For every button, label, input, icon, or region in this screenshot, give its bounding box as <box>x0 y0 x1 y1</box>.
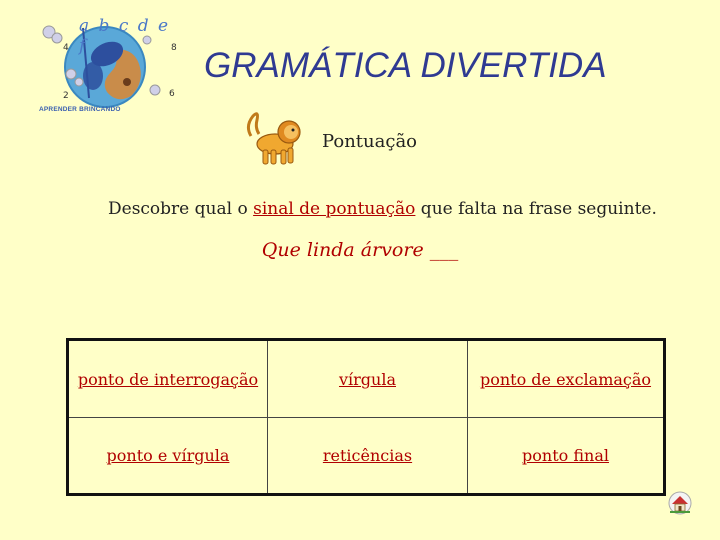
page-title: GRAMÁTICA DIVERTIDA <box>204 46 607 85</box>
logo-caption: APRENDER BRINCANDO <box>39 106 121 113</box>
logo-letters: a b c d e f <box>79 16 171 56</box>
instruction-text-before: Descobre qual o <box>108 199 254 219</box>
section-subtitle: Pontuação <box>322 131 418 152</box>
svg-text:2: 2 <box>63 91 69 101</box>
home-button[interactable] <box>668 490 692 516</box>
answer-ponto-de-interrogacao[interactable]: ponto de interrogação <box>77 369 259 389</box>
instruction-text-after: que falta na frase seguinte. <box>415 199 657 219</box>
answer-ponto-de-exclamacao[interactable]: ponto de exclamação <box>467 341 663 417</box>
instruction-highlight-link[interactable]: sinal de pontuação <box>253 199 416 219</box>
answer-reticencias[interactable]: reticências <box>267 417 467 493</box>
svg-text:8: 8 <box>171 43 177 53</box>
question-instruction <box>108 199 657 219</box>
lion-icon <box>245 108 307 168</box>
svg-text:6: 6 <box>169 89 175 99</box>
answer-ponto-e-virgula[interactable]: ponto e vírgula <box>69 417 267 493</box>
svg-text:4: 4 <box>63 43 69 53</box>
answer-grid <box>66 338 666 496</box>
answer-virgula[interactable]: vírgula <box>267 341 467 417</box>
answer-ponto-final[interactable]: ponto final <box>467 417 663 493</box>
home-icon <box>668 490 692 516</box>
app-logo <box>35 12 185 120</box>
question-sentence: Que linda árvore ___ <box>261 239 459 261</box>
